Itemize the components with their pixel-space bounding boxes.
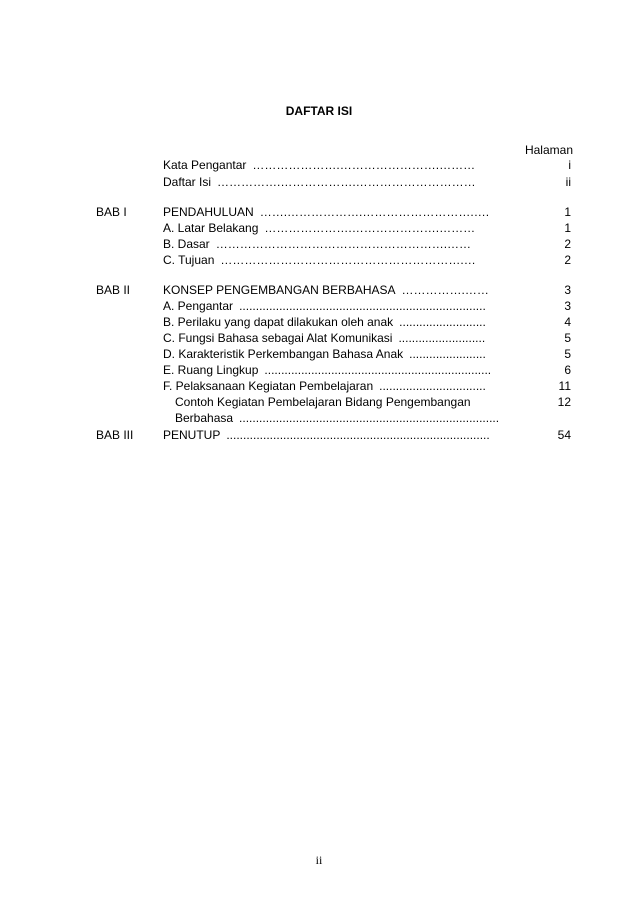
toc-page-number: 2 <box>564 237 571 251</box>
toc-entry[interactable] <box>163 204 518 220</box>
page-title: DAFTAR ISI <box>285 104 353 118</box>
toc-entry-title: A. Latar Belakang <box>163 221 264 235</box>
toc-leader-dots: .............................................................................. <box>239 411 500 425</box>
toc-entry-title: E. Ruang Lingkup <box>163 363 264 377</box>
toc-page-number: i <box>568 158 571 172</box>
toc-entry[interactable] <box>163 362 518 378</box>
toc-entry-title: C. Tujuan <box>163 253 220 267</box>
toc-leader-dots: ................................ <box>379 379 486 393</box>
toc-leader-dots: ………………….………………….……… <box>264 221 476 235</box>
toc-leader-dots: ………………….…………………….……… <box>252 158 476 172</box>
toc-entry[interactable] <box>175 410 518 426</box>
toc-leader-dots: ………………………………………………….…… <box>215 237 472 251</box>
toc-leader-dots: .................................................................... <box>264 363 492 377</box>
toc-page-number: 6 <box>564 363 571 377</box>
toc-leader-dots: …………….…… <box>401 283 489 297</box>
toc-entry[interactable] <box>163 330 518 346</box>
toc-page-number: 1 <box>564 221 571 235</box>
toc-leader-dots: .......................... <box>399 315 486 329</box>
toc-leader-dots: …………….……………….………………………… <box>217 175 476 189</box>
toc-page-number: 54 <box>557 428 571 442</box>
toc-entry-title: C. Fungsi Bahasa sebagai Alat Komunikasi <box>163 331 398 345</box>
toc-entry-title: Kata Pengantar <box>163 158 252 172</box>
toc-page-number: 11 <box>558 379 571 393</box>
toc-entry[interactable] <box>163 252 518 268</box>
toc-leader-dots: .......................................................................... <box>239 299 486 313</box>
toc-entry-title: B. Dasar <box>163 237 216 251</box>
toc-entry-title: D. Karakteristik Perkembangan Bahasa Anak <box>163 347 409 361</box>
toc-entry[interactable] <box>163 427 518 443</box>
toc-entry[interactable] <box>163 220 518 236</box>
toc-entry[interactable] <box>163 174 518 190</box>
chapter-label: BAB III <box>96 428 134 442</box>
toc-entry[interactable] <box>163 157 518 173</box>
toc-entry-title: Contoh Kegiatan Pembelajaran Bidang Pengembangan <box>175 395 477 409</box>
toc-entry-title: PENUTUP <box>163 428 226 442</box>
chapter-label: BAB II <box>96 283 131 297</box>
toc-page-number: 5 <box>564 347 571 361</box>
toc-leader-dots: …….……………….……………………….…. <box>259 205 490 219</box>
toc-page-number: ii <box>565 175 571 189</box>
toc-leader-dots: .......................... <box>398 331 486 345</box>
toc-entry-title: Berbahasa <box>175 411 239 425</box>
toc-entry-title: PENDAHULUAN <box>163 205 260 219</box>
toc-page-number: 12 <box>557 395 571 409</box>
toc-entry-title: Daftar Isi <box>163 175 217 189</box>
toc-entry[interactable] <box>175 394 518 410</box>
toc-entry-title: A. Pengantar <box>163 299 239 313</box>
toc-page-number: 4 <box>564 315 571 329</box>
page-column-header: Halaman <box>524 143 573 157</box>
toc-page-number: 3 <box>564 299 571 313</box>
toc-leader-dots: ....................... <box>409 347 486 361</box>
chapter-label: BAB I <box>96 205 127 219</box>
toc-leader-dots: ............................................................................... <box>226 428 490 442</box>
toc-page-number: 5 <box>564 331 571 345</box>
page-number: ii <box>315 853 323 867</box>
toc-entry[interactable] <box>163 378 518 394</box>
toc-entry[interactable] <box>163 236 518 252</box>
toc-entry[interactable] <box>163 314 518 330</box>
toc-entry[interactable] <box>163 346 518 362</box>
toc-page-number: 2 <box>564 253 571 267</box>
toc-entry[interactable] <box>163 282 518 298</box>
toc-entry-title: KONSEP PENGEMBANGAN BERBAHASA <box>163 283 402 297</box>
toc-entry[interactable] <box>163 298 518 314</box>
toc-entry-title: B. Perilaku yang dapat dilakukan oleh anak <box>163 315 399 329</box>
toc-leader-dots: …………………………………………………….… <box>220 253 476 267</box>
toc-page-number: 1 <box>564 205 571 219</box>
toc-entry-title: F. Pelaksanaan Kegiatan Pembelajaran <box>163 379 379 393</box>
toc-page-number: 3 <box>564 283 571 297</box>
